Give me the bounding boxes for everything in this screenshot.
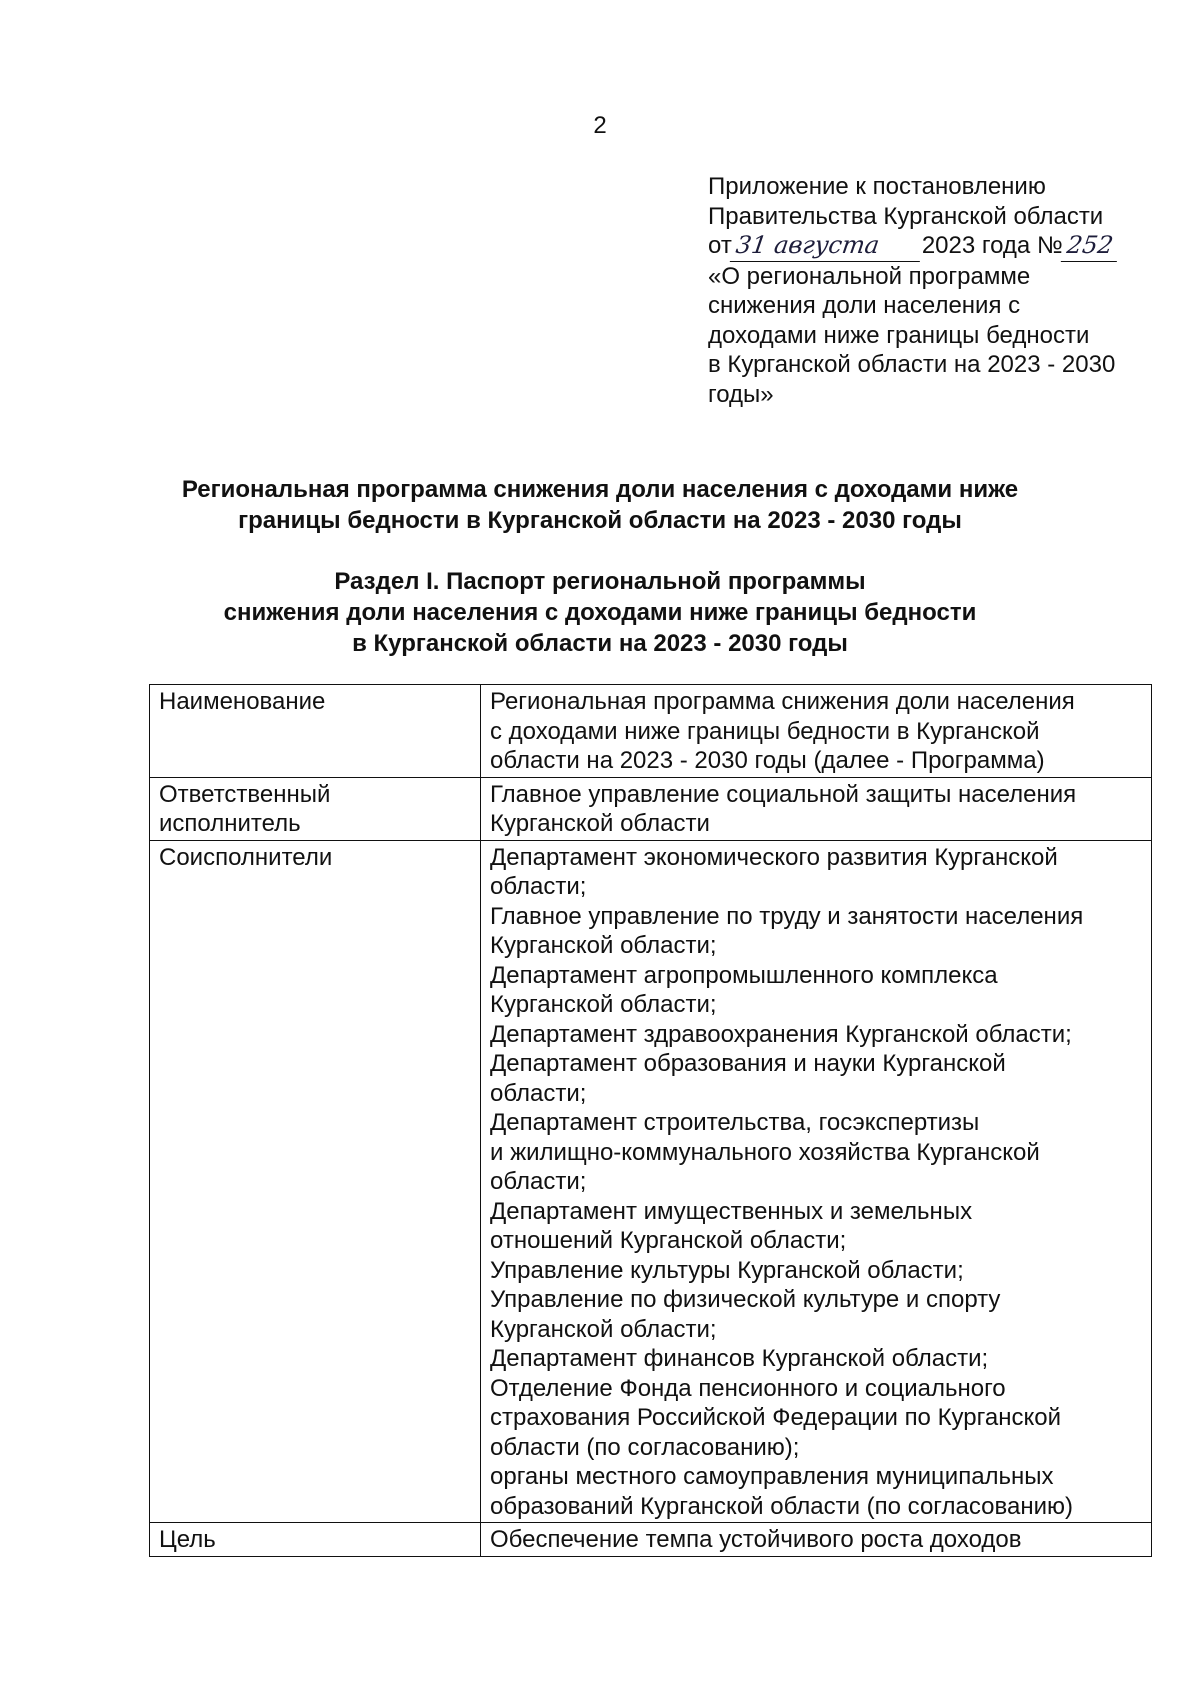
row-value-line: Обеспечение темпа устойчивого роста доходов (490, 1526, 1022, 1553)
handwritten-date: 31 августа (730, 231, 924, 262)
row-value-cell (481, 840, 1152, 1523)
row-value-line: Департамент экономического развития Курганской (490, 843, 1058, 871)
row-value-line: области (по согласованию); (490, 1433, 800, 1461)
row-label-cell (150, 777, 481, 840)
row-value-line: Главное управление по труду и занятости населения (490, 902, 1084, 930)
row-value-line: отношений Курганской области; (490, 1227, 847, 1254)
row-label: Соисполнители (159, 843, 333, 871)
row-value-line: области; (490, 1079, 587, 1107)
section-title-line: в Курганской области на 2023 - 2030 годы (352, 630, 848, 657)
page-number: 2 (593, 112, 607, 139)
document-title (0, 474, 1200, 536)
row-value-line: Главное управление социальной защиты населения (490, 780, 1077, 808)
row-value-cell (481, 685, 1152, 778)
row-value-line: Управление по физической культуре и спорту (490, 1286, 1001, 1313)
appendix-line: снижения доли населения с (708, 292, 1021, 319)
row-value-line: области; (490, 873, 587, 900)
row-value-line: Отделение Фонда пенсионного и социального (490, 1374, 1006, 1402)
row-value-line: и жилищно-коммунального хозяйства Курганской (490, 1138, 1040, 1166)
appendix-line: Правительства Курганской области (708, 202, 1104, 230)
row-value-line: Курганской области (490, 810, 710, 837)
row-value-line: Управление культуры Курганской области; (490, 1256, 964, 1284)
row-value-line: Департамент образования и науки Курганской (490, 1050, 1006, 1077)
row-value-line: Департамент здравоохранения Курганской области; (490, 1020, 1072, 1048)
row-label-cell (150, 840, 481, 1523)
row-label: Ответственный (159, 780, 331, 808)
section-title (0, 566, 1200, 659)
appendix-date-line (708, 231, 1178, 262)
date-prefix: от (708, 232, 732, 259)
appendix-line: в Курганской области на 2023 - 2030 (708, 351, 1116, 378)
appendix-line: годы» (708, 380, 774, 408)
appendix-line: Приложение к постановлению (708, 173, 1046, 200)
row-label: исполнитель (159, 810, 301, 837)
row-value-line: образований Курганской области (по согласованию) (490, 1492, 1073, 1520)
title-line: границы бедности в Курганской области на 2023 - 2030 годы (238, 507, 962, 534)
row-value-cell (481, 777, 1152, 840)
appendix-header (708, 172, 1178, 409)
table-row (150, 777, 1152, 840)
row-value-line: Департамент агропромышленного комплекса (490, 961, 998, 989)
row-label: Цель (159, 1526, 216, 1553)
title-line: Региональная программа снижения доли населения с доходами ниже (181, 476, 1019, 503)
row-value-line: Курганской области; (490, 991, 717, 1018)
row-value-line: области; (490, 1168, 587, 1195)
row-label-cell (150, 1523, 481, 1557)
row-label-cell (150, 685, 481, 778)
row-value-line: Департамент имущественных и земельных (490, 1197, 973, 1225)
appendix-line: доходами ниже границы бедности (708, 321, 1090, 349)
row-value-line: области на 2023 - 2030 годы (далее - Программа) (490, 747, 1045, 774)
appendix-line: «О региональной программе (708, 262, 1031, 290)
table-row (150, 840, 1152, 1523)
row-value-line: Департамент строительства, госэкспертизы (490, 1109, 980, 1136)
row-value-line: Департамент финансов Курганской области; (490, 1345, 989, 1372)
section-title-line: снижения доли населения с доходами ниже границы бедности (223, 599, 977, 626)
row-value-line: Курганской области; (490, 932, 717, 959)
passport-table-body (150, 685, 1152, 1557)
row-value-line: страхования Российской Федерации по Курганской (490, 1404, 1061, 1431)
row-value-line: органы местного самоуправления муниципальных (490, 1463, 1054, 1490)
year-text: 2023 года № (921, 232, 1063, 259)
handwritten-number: 252 (1061, 231, 1121, 262)
table-row (150, 685, 1152, 778)
row-value-line: с доходами ниже границы бедности в Курганской (490, 717, 1040, 745)
row-value-line: Региональная программа снижения доли населения (490, 688, 1075, 715)
section-title-line: Раздел I. Паспорт региональной программы (334, 568, 866, 595)
row-value-cell (481, 1523, 1152, 1557)
row-label: Наименование (159, 688, 326, 715)
row-value-line: Курганской области; (490, 1315, 717, 1343)
table-row (150, 1523, 1152, 1557)
passport-table (149, 684, 1152, 1557)
